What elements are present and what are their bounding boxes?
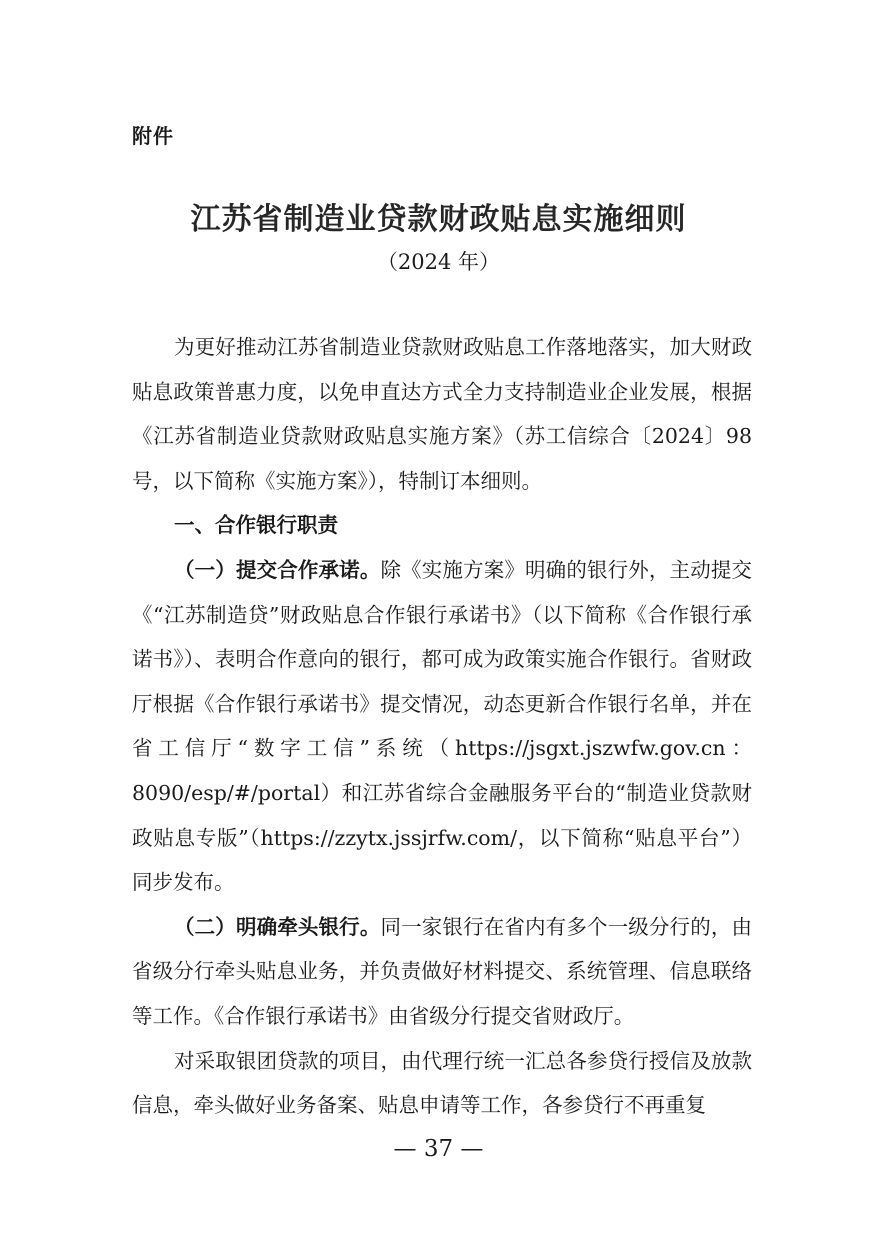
paragraph-item-2 bbox=[132, 905, 752, 1039]
section-heading: 一、合作银行职责 bbox=[174, 513, 338, 538]
attachment-label: 附件 bbox=[132, 124, 174, 148]
item-2-label: （二）明确牵头银行。 bbox=[174, 914, 381, 939]
page-number: — 37 — bbox=[393, 1136, 484, 1162]
item-2-text: 同一家银行在省内有多个一级分行的，由省级分行牵头贴息业务，并负责做好材料提交、系统管理、信息联络等工作。《合作银行承诺书》由省级分行提交省财政厅。 bbox=[132, 914, 753, 1028]
item-1-label: （一）提交合作承诺。 bbox=[174, 557, 381, 582]
document-year: （2024 年） bbox=[376, 250, 501, 274]
paragraph-intro: 为更好推动江苏省制造业贷款财政贴息工作落地落实，加大财政贴息政策普惠力度，以免申直达方式全力支持制造业企业发展，根据《江苏省制造业贷款财政贴息实施方案》（苏工信综合〔2024〕98 号，以下简称《实施方案》），特制订本细则。 bbox=[132, 335, 752, 493]
item-1-text: 除《实施方案》明确的银行外，主动提交《“江苏制造贷”财政贴息合作银行承诺书》（以下简称《合作银行承诺书》）、表明合作意向的银行，都可成为政策实施合作银行。省财政厅根据《合作银行承诺书》提交情况，动态更新合作银行名单，并在省工信厅“数字工信”系统（https://jsgxt.jszwfw.gov.cn：8090/esp/#/portal）和江苏省综合金融服务平台的“制造业贷款财政贴息专版”（https://zzytx.jssjrfw.com/，以下简称“贴息平台”）同步发布。 bbox=[132, 557, 753, 895]
paragraph-item-1 bbox=[132, 548, 752, 905]
paragraph-syndicate: 对采取银团贷款的项目，由代理行统一汇总各参贷行授信及放款信息，牵头做好业务备案、贴息申请等工作，各参贷行不再重复 bbox=[132, 1048, 752, 1118]
document-title: 江苏省制造业贷款财政贴息实施细则 bbox=[190, 202, 687, 237]
document-body bbox=[132, 325, 752, 1128]
